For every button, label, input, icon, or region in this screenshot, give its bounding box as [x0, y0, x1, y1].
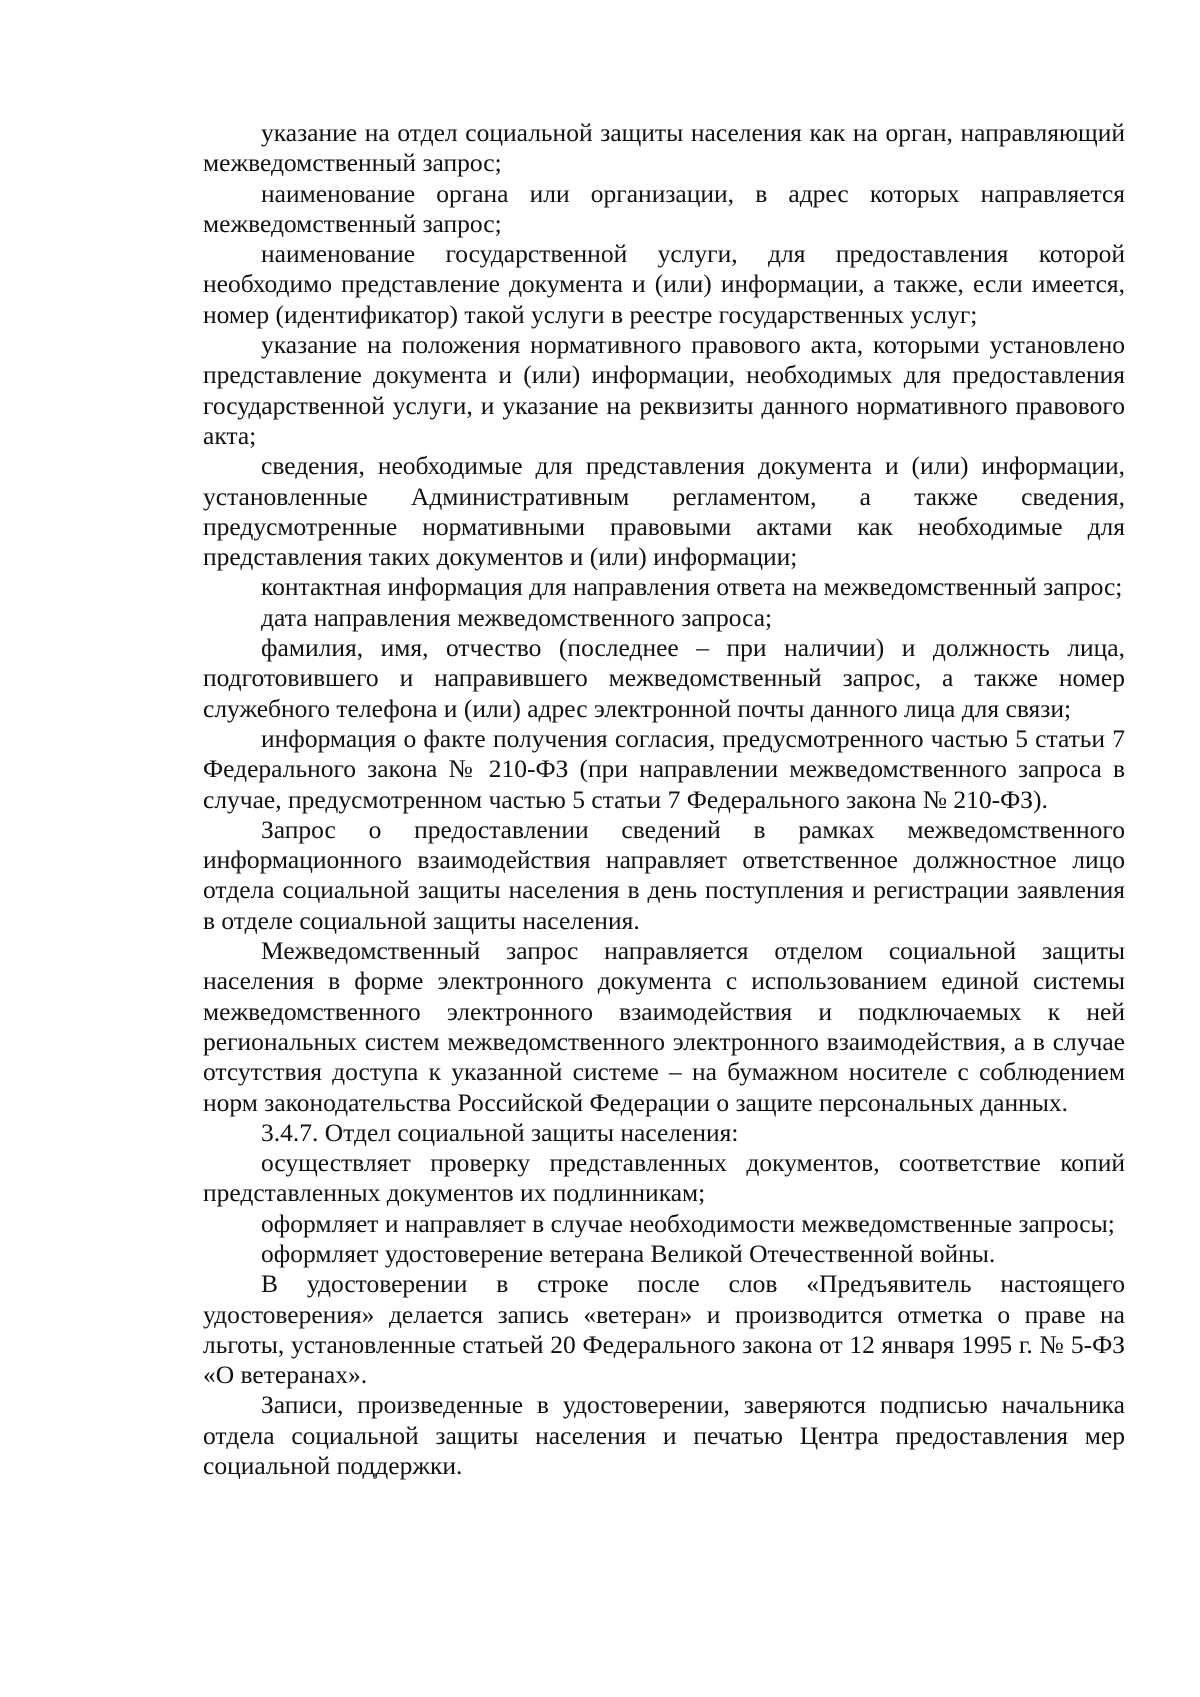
paragraph-request-procedure: Запрос о предоставлении сведений в рамках межведомственного информационного взаимодействия направляет ответственное должностное лицо отдела социальной защиты населения в день поступления и регистрации заявления в отделе социальной защиты населения. [203, 814, 1125, 935]
paragraph-recipient-name: наименование органа или организации, в адрес которых направляется межведомственный запрос; [203, 178, 1125, 238]
paragraph-certificate-entry: В удостоверении в строке после слов «Предъявитель настоящего удостоверения» делается запись «ветеран» и производится отметка о праве на льготы, установленные статьей 20 Федерального закона от 12 января 1995 г. № 5-ФЗ «О ветеранах». [203, 1269, 1125, 1390]
paragraph-request-sender: указание на отдел социальной защиты населения как на орган, направляющий межведомственный запрос; [203, 118, 1125, 178]
paragraph-official-details: фамилия, имя, отчество (последнее – при наличии) и должность лица, подготовившего и направившего межведомственный запрос, а также номер служебного телефона и (или) адрес электронной почты данного лица для связи; [203, 633, 1125, 723]
paragraph-section-347: 3.4.7. Отдел социальной защиты населения: [261, 1117, 739, 1147]
paragraph-electronic-request: Межведомственный запрос направляется отделом социальной защиты населения в форме электронного документа с использованием единой системы межведомственного электронного взаимодействия и подключаемых к ней региональных систем межведомственного электронного взаимодействия, а в случае отсутствия доступа к указанной системе – на бумажном носителе с соблюдением норм законодательства Российской Федерации о защите персональных данных. [203, 936, 1125, 1117]
paragraph-document-check: осуществляет проверку представленных документов, соответствие копий представленных документов их подлинникам; [203, 1148, 1125, 1208]
paragraph-legal-act: указание на положения нормативного правового акта, которыми установлено представление документа и (или) информации, необходимых для предоставления государственной услуги, и указание на реквизиты данного нормативного правового акта; [203, 330, 1125, 450]
paragraph-certification: Записи, произведенные в удостоверении, заверяются подписью начальника отдела социальной защиты населения и печатью Центра предоставления мер социальной поддержки. [203, 1390, 1125, 1481]
paragraph-send-requests: оформляет и направляет в случае необходимости межведомственные запросы; [261, 1208, 1115, 1238]
paragraph-request-date: дата направления межведомственного запроса; [261, 602, 773, 632]
paragraph-contact-info: контактная информация для направления ответа на межведомственный запрос; [261, 572, 1123, 602]
paragraph-issue-certificate: оформляет удостоверение ветерана Великой Отечественной войны. [261, 1238, 996, 1268]
document-body [203, 118, 1125, 1481]
paragraph-service-name: наименование государственной услуги, для предоставления которой необходимо представление документа и (или) информации, а также, если имеется, номер (идентификатор) такой услуги в реестре государственных услуг; [203, 239, 1125, 329]
paragraph-required-info: сведения, необходимые для представления документа и (или) информации, установленные Административным регламентом, а также сведения, предусмотренные нормативными правовыми актами как необходимые для представления таких документов и (или) информации; [203, 451, 1125, 572]
paragraph-consent-info: информация о факте получения согласия, предусмотренного частью 5 статьи 7 Федерального закона № 210-ФЗ (при направлении межведомственного запроса в случае, предусмотренном частью 5 статьи 7 Федерального закона № 210-ФЗ). [203, 723, 1125, 814]
